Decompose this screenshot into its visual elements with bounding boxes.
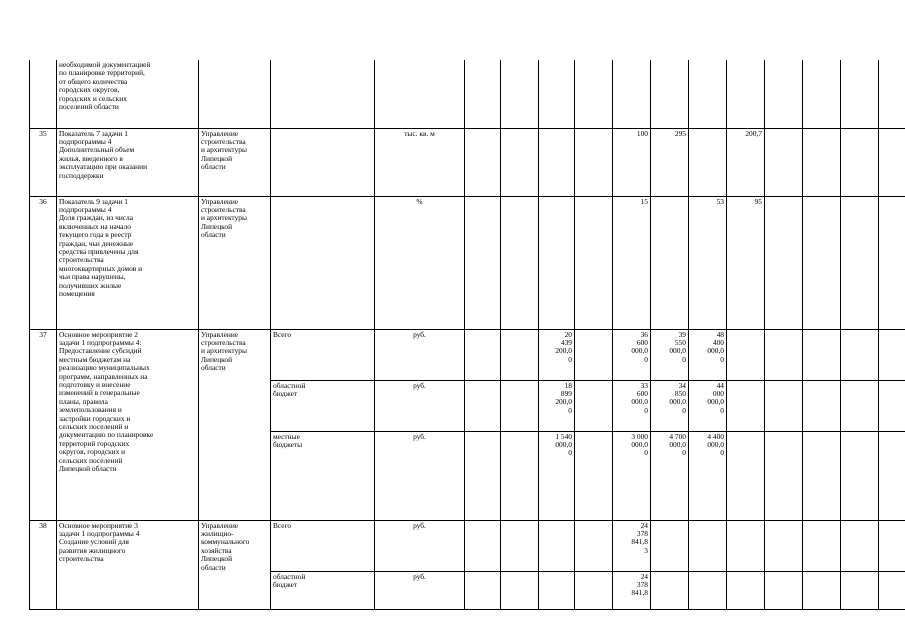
- cell-executor: Управление строительства и архитектуры Липецкой области: [199, 329, 271, 520]
- cell-executor: Управление строительства и архитектуры Липецкой области: [199, 196, 271, 329]
- cell-value: [501, 196, 539, 329]
- cell-value: 24 378 841,8 3: [613, 520, 651, 571]
- cell-value: [879, 571, 905, 609]
- cell-value: 3 000 000,0 0: [613, 431, 651, 520]
- cell-value: [841, 520, 879, 571]
- cell-value: 15: [613, 196, 651, 329]
- cell-unit: руб.: [375, 431, 465, 520]
- cell-source: [271, 128, 375, 196]
- cell-num: 38: [30, 520, 57, 609]
- cell-value: [727, 520, 765, 571]
- cell-value: [879, 196, 905, 329]
- cell-value: [575, 60, 613, 128]
- cell-value: [841, 431, 879, 520]
- cell-unit: [375, 60, 465, 128]
- cell-source: областной бюджет: [271, 380, 375, 431]
- cell-name: необходимой документацией по планировке территорий, от общего количества городских округов, городских и сельских поселений области: [57, 60, 199, 128]
- cell-value: [803, 60, 841, 128]
- cell-value: 53: [689, 196, 727, 329]
- table-row: [30, 520, 905, 571]
- cell-value: 4 400 000,0 0: [689, 431, 727, 520]
- cell-value: [879, 431, 905, 520]
- cell-value: [501, 128, 539, 196]
- cell-unit: руб.: [375, 571, 465, 609]
- cell-value: [539, 571, 575, 609]
- program-indicators-table: [29, 60, 905, 610]
- cell-value: [727, 380, 765, 431]
- cell-value: [465, 196, 501, 329]
- cell-value: [841, 196, 879, 329]
- cell-value: [727, 329, 765, 380]
- cell-value: [465, 380, 501, 431]
- cell-value: [803, 431, 841, 520]
- cell-value: [803, 128, 841, 196]
- cell-value: [575, 329, 613, 380]
- cell-name: Показатель 9 задачи 1 подпрограммы 4 Доля граждан, из числа включенных на начало текущего года в реестр граждан, чьи денежные средства привлечены для строительства многоквартирных домов и чьи права нарушены, получивших жилые помещения: [57, 196, 199, 329]
- cell-value: [501, 520, 539, 571]
- cell-value: 36 600 000,0 0: [613, 329, 651, 380]
- cell-source: [271, 196, 375, 329]
- cell-unit: руб.: [375, 329, 465, 380]
- cell-value: [575, 196, 613, 329]
- cell-value: [879, 128, 905, 196]
- cell-name: Показатель 7 задачи 1 подпрограммы 4 Дополнительный объем жилья, введенного в эксплуатацию при оказании господдержки: [57, 128, 199, 196]
- cell-name: Основное мероприятие 3 задачи 1 подпрограммы 4 Создание условий для развития жилищного строительства: [57, 520, 199, 609]
- cell-value: [879, 60, 905, 128]
- cell-value: [501, 431, 539, 520]
- cell-value: [651, 571, 689, 609]
- cell-source: Всего: [271, 520, 375, 571]
- cell-value: 44 000 000,0 0: [689, 380, 727, 431]
- cell-value: [575, 128, 613, 196]
- cell-value: [727, 431, 765, 520]
- cell-value: [841, 380, 879, 431]
- table-row: [30, 329, 905, 380]
- cell-value: [689, 520, 727, 571]
- cell-source: областной бюджет: [271, 571, 375, 609]
- cell-executor: Управление строительства и архитектуры Липецкой области: [199, 128, 271, 196]
- cell-value: 48 400 000,0 0: [689, 329, 727, 380]
- cell-num: 35: [30, 128, 57, 196]
- cell-num: [30, 60, 57, 128]
- cell-value: [501, 329, 539, 380]
- table-row-continuation: [30, 60, 905, 128]
- cell-value: 200,7: [727, 128, 765, 196]
- cell-value: [575, 380, 613, 431]
- cell-value: [765, 128, 803, 196]
- cell-value: [841, 60, 879, 128]
- cell-value: 100: [613, 128, 651, 196]
- cell-value: [651, 196, 689, 329]
- cell-executor: Управление жилищно- коммунального хозяйства Липецкой области: [199, 520, 271, 609]
- cell-value: 4 700 000,0 0: [651, 431, 689, 520]
- cell-name: Основное мероприятие 2 задачи 1 подпрограммы 4: Предоставление субсидий местным бюджетам на реализацию муниципальных программ, направленных на подготовку и внесение изменений в генеральные планы, правила землепользования и застройки городских и сельских поселений и документацию по планировке территорий городских округов, городских и сельских поселений Липецкой области: [57, 329, 199, 520]
- cell-value: [539, 60, 575, 128]
- cell-value: [841, 571, 879, 609]
- cell-unit: руб.: [375, 520, 465, 571]
- cell-value: [879, 520, 905, 571]
- table-row: [30, 128, 905, 196]
- cell-value: [841, 329, 879, 380]
- cell-source: [271, 60, 375, 128]
- cell-value: 295: [651, 128, 689, 196]
- cell-value: [879, 329, 905, 380]
- cell-value: [465, 431, 501, 520]
- cell-value: 95: [727, 196, 765, 329]
- cell-value: [765, 520, 803, 571]
- cell-value: [765, 60, 803, 128]
- cell-value: [465, 571, 501, 609]
- cell-value: [727, 60, 765, 128]
- cell-value: [575, 520, 613, 571]
- cell-value: [689, 571, 727, 609]
- cell-value: [689, 128, 727, 196]
- cell-source: Всего: [271, 329, 375, 380]
- cell-value: [575, 571, 613, 609]
- cell-value: [539, 196, 575, 329]
- cell-num: 37: [30, 329, 57, 520]
- cell-value: [879, 380, 905, 431]
- cell-value: [465, 128, 501, 196]
- cell-value: [539, 128, 575, 196]
- cell-value: 20 439 200,0 0: [539, 329, 575, 380]
- cell-value: [501, 571, 539, 609]
- cell-value: [613, 60, 651, 128]
- cell-source: местные бюджеты: [271, 431, 375, 520]
- cell-value: 24 378 841,8: [613, 571, 651, 609]
- cell-value: [803, 329, 841, 380]
- cell-value: [539, 520, 575, 571]
- cell-value: [689, 60, 727, 128]
- cell-value: [501, 60, 539, 128]
- cell-unit: %: [375, 196, 465, 329]
- cell-value: [575, 431, 613, 520]
- cell-value: [651, 520, 689, 571]
- cell-value: 18 899 200,0 0: [539, 380, 575, 431]
- cell-value: [803, 520, 841, 571]
- cell-value: 39 550 000,0 0: [651, 329, 689, 380]
- cell-value: [803, 196, 841, 329]
- cell-unit: руб.: [375, 380, 465, 431]
- cell-value: 34 850 000,0 0: [651, 380, 689, 431]
- cell-value: [465, 520, 501, 571]
- cell-value: [765, 196, 803, 329]
- cell-value: [765, 571, 803, 609]
- cell-num: 36: [30, 196, 57, 329]
- cell-executor: [199, 60, 271, 128]
- cell-value: [727, 571, 765, 609]
- cell-unit: тыс. кв. м: [375, 128, 465, 196]
- cell-value: [501, 380, 539, 431]
- cell-value: [465, 329, 501, 380]
- table-row: [30, 196, 905, 329]
- cell-value: [803, 380, 841, 431]
- cell-value: [651, 60, 689, 128]
- cell-value: [803, 571, 841, 609]
- cell-value: [465, 60, 501, 128]
- cell-value: [841, 128, 879, 196]
- cell-value: [765, 380, 803, 431]
- cell-value: 1 540 000,0 0: [539, 431, 575, 520]
- cell-value: [765, 431, 803, 520]
- cell-value: [765, 329, 803, 380]
- cell-value: 33 600 000,0 0: [613, 380, 651, 431]
